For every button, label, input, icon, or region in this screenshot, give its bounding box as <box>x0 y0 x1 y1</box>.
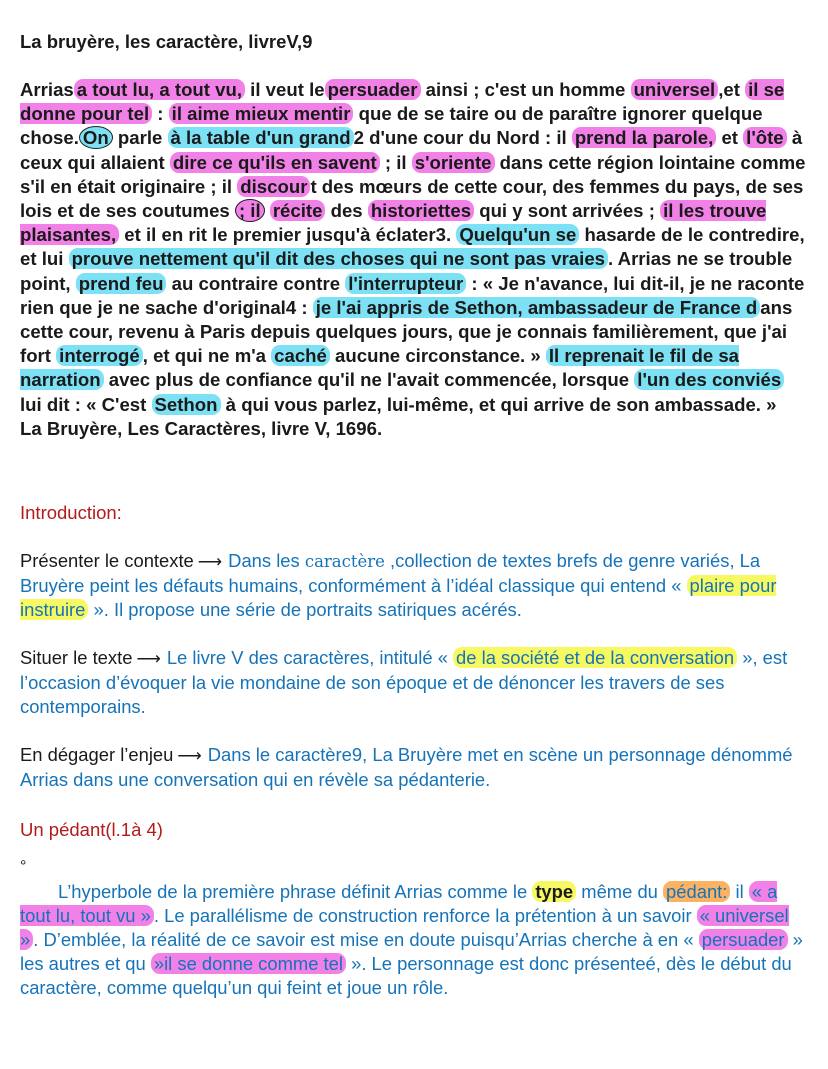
quote-fragment: et <box>716 127 744 149</box>
highlight-cyan: interrogé <box>56 345 143 366</box>
highlight-pink: il se donne pour tel <box>20 79 785 125</box>
text-fragment: Dans les <box>228 550 305 572</box>
quote-source: La Bruyère, Les Caractères, livre V, 1696. <box>20 417 383 439</box>
highlight-cyan: Sethon <box>152 394 221 415</box>
quote-fragment: au contraire contre <box>166 272 346 294</box>
quote-fragment: . Arrias ne se trouble point, <box>20 248 793 294</box>
quote-fragment: , et qui ne m'a <box>142 345 272 367</box>
quote-fragment: ,et <box>718 79 746 100</box>
highlight-cyan: prouve nettement qu'il dit des choses qui ne sont pas vraies <box>69 248 608 269</box>
text-fragment: ». Il propose une série de portraits satiriques acérés. <box>88 599 522 621</box>
highlight-cyan: l'interrupteur <box>345 273 466 294</box>
bullet-marker: ° <box>20 858 27 876</box>
highlight-yellow: type <box>532 881 576 902</box>
quoted-text <box>20 78 810 417</box>
highlight-yellow: de la société et de la conversation <box>453 647 737 668</box>
text-fragment: ,collection de textes brefs de genre variés, La Bruyère peint les défauts humains, conformément à l’idéal classique qui entend « <box>20 550 761 597</box>
situate-label: Situer le texte <box>20 647 133 669</box>
highlight-pink: s'oriente <box>412 152 495 173</box>
text-fragment: Le livre V des caractères, intitulé « <box>166 647 454 669</box>
part1-heading: Un pédant(l.1à 4) <box>20 819 163 841</box>
text-fragment: Dans le caractère9, La Bruyère met en scène un personnage dénommé Arrias dans une conversation qui en révèle sa pédanterie. <box>20 744 793 791</box>
text-fragment: il <box>730 881 749 903</box>
highlight-pink: dire ce qu'ils en savent <box>170 152 380 173</box>
quote-fragment: et il en rit le premier jusqu'à éclater3. <box>119 224 457 246</box>
highlight-pink: il les trouve plaisantes, <box>20 200 767 246</box>
part1-paragraph <box>20 880 810 1000</box>
quote-fragment: lui dit : « C'est <box>20 393 152 415</box>
quote-fragment: que de se taire ou de paraître ignorer quelque chose. <box>20 103 763 149</box>
text-fragment: . D’emblée, la réalité de ce savoir est mise en doute puisqu’Arrias cherche à en « <box>33 929 699 951</box>
text-fragment: », est l’occasion d’évoquer la vie mondaine de son époque et de dénoncer les travers de ses contemporains. <box>20 647 788 718</box>
quote-fragment: il veut le <box>245 79 325 100</box>
arrow-right-icon: ⟶ <box>197 552 223 572</box>
text-fragment: L’hyperbole de la première phrase définit Arrias comme le <box>58 881 533 903</box>
highlight-cyan: caché <box>271 345 330 366</box>
document-page <box>20 30 810 1000</box>
quote-fragment: à ceux qui allaient <box>20 127 803 173</box>
quote-fragment: 2 d'une cour du Nord : il <box>353 127 572 149</box>
document-title: La bruyère, les caractère, livreV,9 <box>20 31 313 52</box>
highlight-cyan: Quelqu'un se <box>456 224 579 245</box>
quote-fragment: Arrias <box>20 79 74 100</box>
highlight-pink: « universel » <box>20 905 789 951</box>
highlight-pink: universel <box>631 79 719 100</box>
highlight-pink: l'ôte <box>743 127 786 148</box>
quote-fragment: ans cette cour, revenu à Paris depuis quelques jours, que je connais familièrement, que j'ai fort <box>20 296 793 367</box>
highlight-orange: pédant: <box>663 881 730 902</box>
text-fragment: ». Le personnage est donc présenteé, dès le début du caractère, comme quelqu’un qui feint et joue un rôle. <box>20 953 792 999</box>
highlight-pink: discour <box>237 176 310 197</box>
highlight-pink: a tout lu, a tout vu, <box>74 79 245 100</box>
stake-label: En dégager l’enjeu <box>20 744 174 766</box>
highlight-cyan: à la table d'un grand <box>168 127 354 148</box>
highlight-pink: « a tout lu, tout vu » <box>20 881 778 927</box>
highlight-yellow: plaire pour instruire <box>20 575 777 621</box>
quote-fragment: : <box>152 103 169 125</box>
intro-paragraph-situate <box>20 646 810 719</box>
circled-word: On <box>79 126 113 149</box>
highlight-pink: historiettes <box>368 200 474 221</box>
text-fragment: . Le parallélisme de construction renforce la prétention à un savoir <box>153 905 697 927</box>
quote-fragment: t des mœurs de cette cour, des femmes du pays, de ses lois et de ses coutumes <box>20 175 804 222</box>
quote-fragment: à qui vous parlez, lui-même, et qui arrive de son ambassade. » <box>220 393 777 415</box>
highlight-pink: persuader <box>699 929 788 950</box>
circled-word: ; il <box>235 199 265 222</box>
highlight-pink: prend la parole, <box>572 127 716 148</box>
intro-paragraph-stake <box>20 743 810 792</box>
quote-fragment: des <box>325 200 368 222</box>
quote-fragment: hasarde de le contredire, et lui <box>20 224 805 270</box>
quote-fragment: : « Je n'avance, lui dit-il, je ne raconte rien que je ne sache d'original4 : <box>20 272 805 318</box>
quote-fragment: parle <box>112 127 168 149</box>
quote-fragment: dans cette région lointaine comme s'il en était originaire ; il <box>20 151 806 197</box>
highlight-pink: »il se donne comme tel <box>151 953 346 974</box>
introduction-heading: Introduction: <box>20 502 122 524</box>
text-fragment: même du <box>576 881 664 903</box>
highlight-cyan: je l'ai appris de Sethon, ambassadeur de France d <box>313 297 761 318</box>
highlight-pink: persuader <box>325 79 421 100</box>
highlight-pink: il aime mieux mentir <box>169 103 354 124</box>
highlight-cyan: l'un des conviés <box>634 369 784 390</box>
arrow-right-icon: ⟶ <box>177 746 202 766</box>
text-fragment: » les autres et qu <box>20 929 803 975</box>
quote-fragment: ; il <box>379 151 412 173</box>
highlight-cyan: Il reprenait le fil de sa narration <box>20 345 740 391</box>
text-fragment: caractère <box>304 552 385 572</box>
quote-fragment: avec plus de confiance qu'il ne l'avait commencée, lorsque <box>103 369 635 391</box>
quote-fragment: aucune circonstance. » <box>329 345 546 367</box>
quote-fragment: qui y sont arrivées ; <box>474 200 661 222</box>
quote-fragment: ainsi ; c'est un homme <box>420 79 631 100</box>
intro-paragraph-context <box>20 549 810 622</box>
highlight-cyan: prend feu <box>76 273 167 294</box>
highlight-pink: récite <box>270 200 326 221</box>
context-label: Présenter le contexte <box>20 550 194 572</box>
arrow-right-icon: ⟶ <box>136 649 161 669</box>
